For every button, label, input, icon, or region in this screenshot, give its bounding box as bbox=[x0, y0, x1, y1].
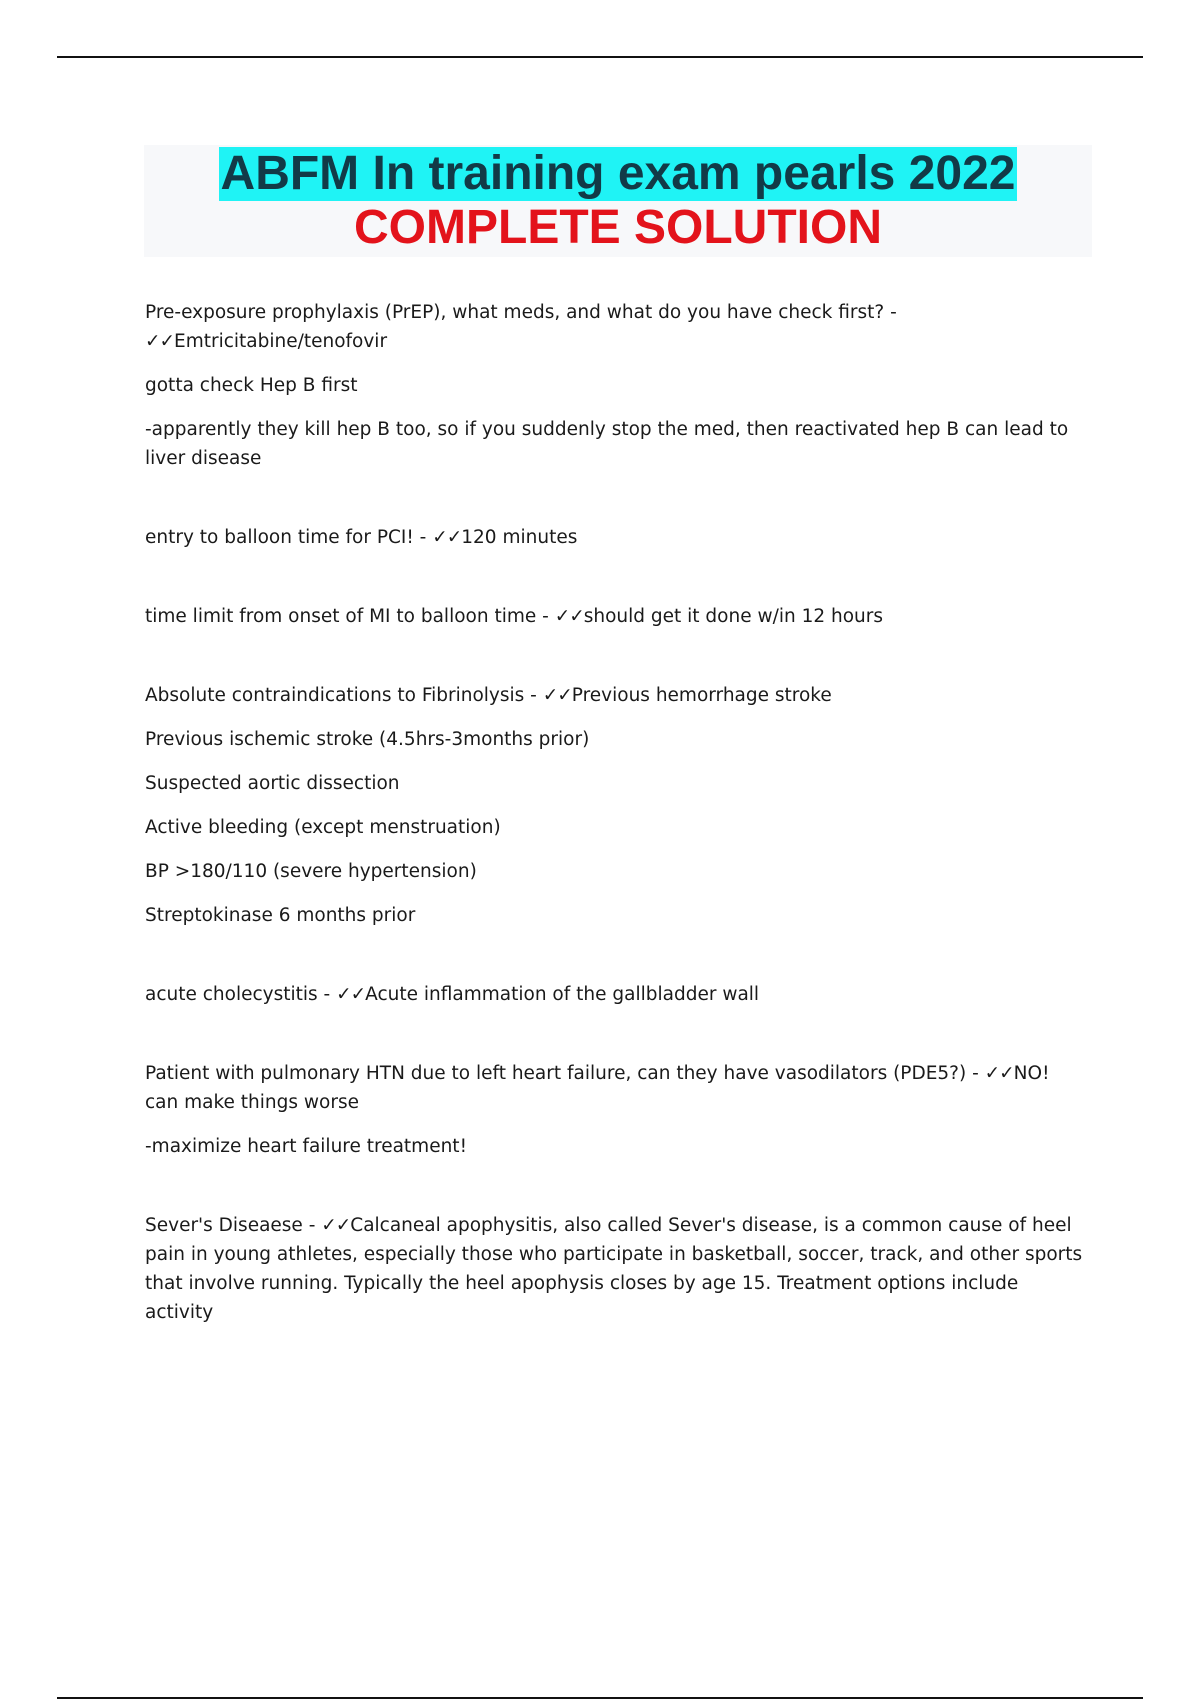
answer-text: Previous hemorrhage stroke bbox=[571, 685, 832, 706]
question-text: Sever's Diseaese - bbox=[145, 1215, 316, 1236]
note-text: -apparently they kill hep B too, so if you suddenly stop the med, then reactivated hep B can lead to liver disease bbox=[145, 419, 1069, 469]
answer-text: Acute inflammation of the gallbladder wall bbox=[365, 984, 760, 1005]
double-check-icon: ✓✓ bbox=[336, 984, 366, 1005]
double-check-icon: ✓✓ bbox=[432, 527, 462, 548]
qa-entry-fibrinolysis bbox=[145, 681, 1085, 930]
qa-question-answer bbox=[145, 681, 1085, 710]
note-text: Previous ischemic stroke (4.5hrs-3months prior) bbox=[145, 729, 590, 750]
document-subtitle: COMPLETE SOLUTION bbox=[354, 201, 882, 254]
top-rule bbox=[57, 56, 1143, 58]
qa-list bbox=[145, 298, 1085, 1342]
double-check-icon: ✓✓ bbox=[542, 685, 572, 706]
answer-text: Calcaneal apophysitis, also called Sever's disease, is a common cause of heel pain in young athletes, especially those who participate in basketball, soccer, track, and other sports that involve running. Typically the heel apophysis closes by age 15. Treatment options include activity bbox=[145, 1215, 1083, 1323]
question-text: Patient with pulmonary HTN due to left heart failure, can they have vasodilators (PDE5?) - bbox=[145, 1063, 979, 1084]
double-check-icon: ✓✓ bbox=[554, 606, 584, 627]
qa-entry-mi-balloon bbox=[145, 602, 1085, 631]
question-text: time limit from onset of MI to balloon time - bbox=[145, 606, 549, 627]
note-text: Suspected aortic dissection bbox=[145, 773, 400, 794]
note-text: -maximize heart failure treatment! bbox=[145, 1136, 467, 1157]
answer-text: Emtricitabine/tenofovir bbox=[174, 331, 388, 352]
bottom-rule bbox=[57, 1697, 1143, 1699]
note-text: gotta check Hep B first bbox=[145, 375, 358, 396]
question-text: Absolute contraindications to Fibrinolysis - bbox=[145, 685, 537, 706]
qa-question-answer bbox=[145, 1059, 1085, 1117]
double-check-icon: ✓✓ bbox=[321, 1215, 351, 1236]
qa-question-answer bbox=[145, 298, 1085, 356]
double-check-icon: ✓✓ bbox=[984, 1063, 1014, 1084]
qa-entry-pci bbox=[145, 523, 1085, 552]
question-text: acute cholecystitis - bbox=[145, 984, 331, 1005]
qa-entry-severs bbox=[145, 1211, 1085, 1327]
title-block bbox=[144, 145, 1092, 257]
answer-text: NO! can make things worse bbox=[145, 1063, 1050, 1113]
answer-text: should get it done w/in 12 hours bbox=[583, 606, 884, 627]
question-text: Pre-exposure prophylaxis (PrEP), what meds, and what do you have check first? - bbox=[145, 302, 897, 323]
qa-entry-cholecystitis bbox=[145, 980, 1085, 1009]
answer-text: 120 minutes bbox=[461, 527, 578, 548]
note-text: Active bleeding (except menstruation) bbox=[145, 817, 501, 838]
double-check-icon: ✓✓ bbox=[145, 331, 175, 352]
question-text: entry to balloon time for PCI! - bbox=[145, 527, 427, 548]
note-text: Streptokinase 6 months prior bbox=[145, 905, 416, 926]
qa-entry-prep bbox=[145, 298, 1085, 473]
qa-question-answer bbox=[145, 1211, 1085, 1327]
note-text: BP >180/110 (severe hypertension) bbox=[145, 861, 477, 882]
qa-question-answer bbox=[145, 602, 1085, 631]
qa-question-answer bbox=[145, 523, 1085, 552]
document-title: ABFM In training exam pearls 2022 bbox=[220, 147, 1016, 200]
qa-entry-pulmonary-htn bbox=[145, 1059, 1085, 1161]
qa-question-answer bbox=[145, 980, 1085, 1009]
